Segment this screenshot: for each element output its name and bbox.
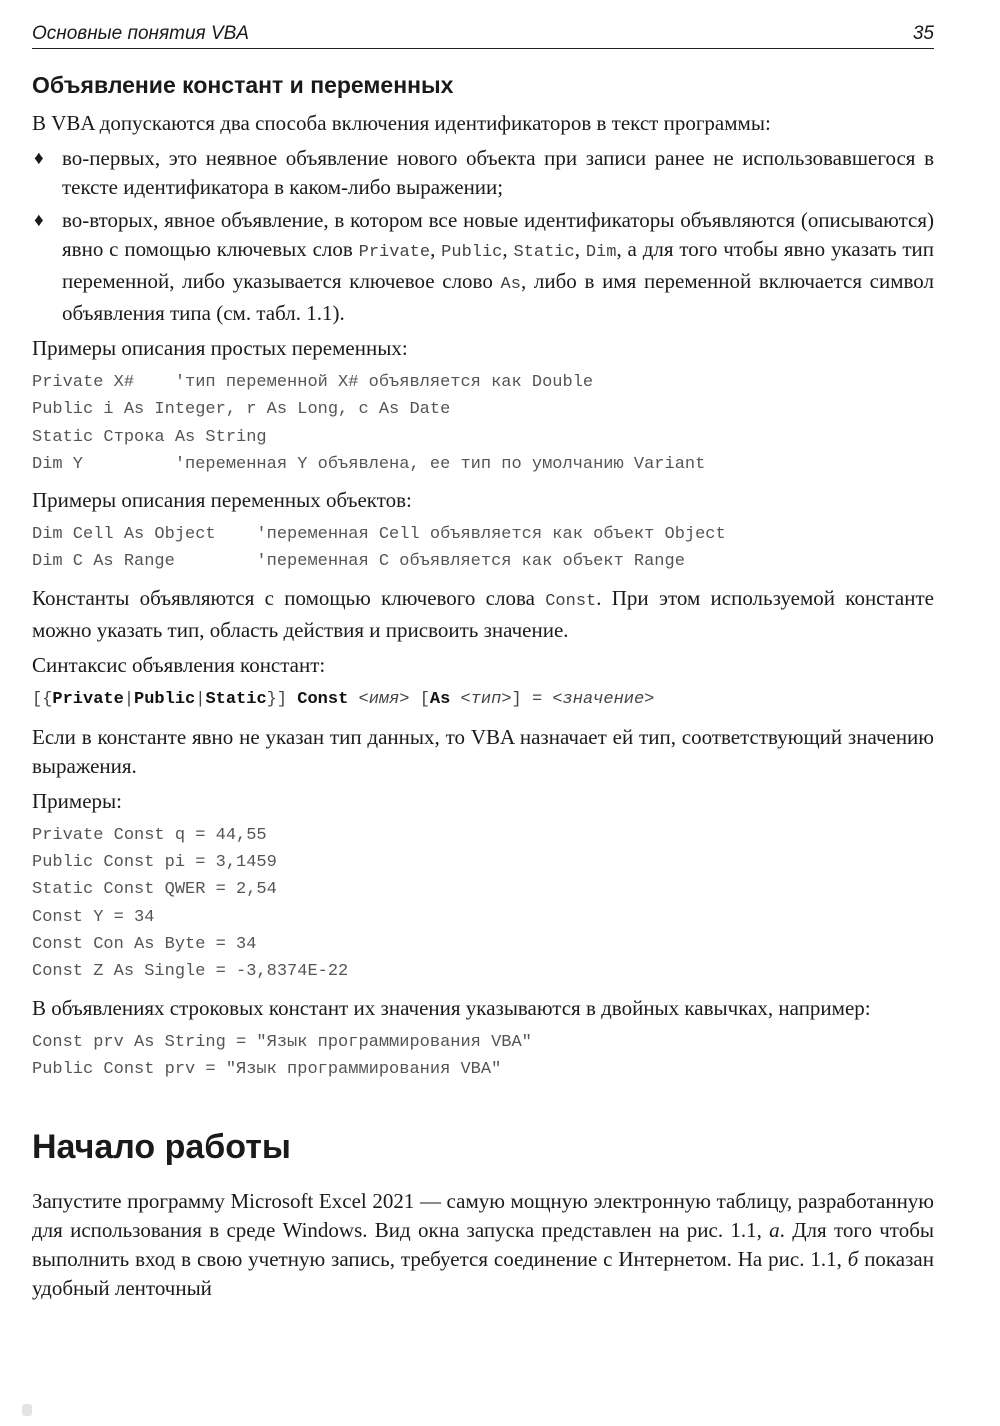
paragraph-text: . Для того чтобы выполнить вход в свою учетную запись, требуется соединение с Интернетом. На рис. 1.1, <box>32 1218 934 1272</box>
bullet-text: , а для того чтобы явно указать тип переменной, либо указывается ключевое слово <box>62 237 935 293</box>
paragraph-text: показан удобный ленточный <box>32 1247 934 1301</box>
code-line: Const Con As Byte = 34 <box>32 934 257 954</box>
const-paragraph <box>32 584 934 645</box>
bullet-text: , либо в имя переменной включается символ объявления типа (см. табл. 1.1). <box>62 269 934 325</box>
syntax-type-placeholder: <тип> <box>460 689 512 709</box>
syntax-punct: | <box>123 689 135 709</box>
code-line: Static Const QWER = 2,54 <box>32 880 277 900</box>
separator: , <box>502 237 514 261</box>
figure-ref-b: б <box>847 1247 859 1272</box>
bullet-text: во-вторых, явное объявление, в котором все новые идентификаторы объявляются (описываются) явно с помощью ключевых слов <box>62 208 934 261</box>
syntax-name-placeholder: <имя> <box>358 689 410 709</box>
keyword-dim: Dim <box>585 243 617 262</box>
diamond-bullet-icon: ♦ <box>34 210 44 231</box>
running-title: Основные понятия VBA <box>32 23 249 44</box>
keyword-private: Private <box>358 243 431 262</box>
syntax-punct: }] <box>266 689 298 709</box>
const-syntax-line <box>32 686 934 713</box>
syntax-keyword-private: Private <box>52 689 124 709</box>
code-line: Dim Cell As Object 'переменная Cell объявляется как объект Object <box>32 525 726 545</box>
code-line: Static Строка As String <box>32 427 267 447</box>
code-block-object-vars <box>32 521 934 576</box>
paragraph-text: Константы объявляются с помощью ключевого слова <box>32 585 546 610</box>
declaration-methods-list <box>32 144 934 328</box>
code-line: Const Y = 34 <box>32 907 155 927</box>
scan-speck <box>22 1404 32 1416</box>
code-line: Public Const prv = "Язык программирования VBA" <box>32 1059 502 1079</box>
keyword-as: As <box>500 275 521 294</box>
syntax-keyword-as: As <box>429 689 451 709</box>
section-heading-constants: Объявление констант и переменных <box>32 72 454 98</box>
syntax-punct: [{ <box>32 689 53 709</box>
diamond-bullet-icon: ♦ <box>34 148 44 169</box>
code-line: Dim C As Range 'переменная C объявляется как объект Range <box>32 552 685 572</box>
code-block-string-consts <box>32 1029 934 1084</box>
paragraph-text: Запустите программу Microsoft Excel 2021 — самую мощную электронную таблицу, разработанную для использования в среде Windows. Вид окна запуска представлен на рис. 1.1, <box>32 1189 934 1243</box>
syntax-punct: [ <box>409 689 430 709</box>
section-heading-getting-started: Начало работы <box>32 1128 291 1167</box>
separator: , <box>430 237 442 261</box>
list-item <box>32 206 934 328</box>
intro-paragraph: В VBA допускаются два способа включения идентификаторов в текст программы: <box>32 111 771 135</box>
code-block-simple-vars <box>32 369 934 478</box>
code-line: Public i As Integer, r As Long, c As Date <box>32 400 451 420</box>
syntax-keyword-static: Static <box>205 689 267 709</box>
list-item <box>32 144 934 202</box>
bullet-text: во-первых, это неявное объявление нового объекта при записи ранее не использовавшегося в тексте идентификатора в каком-либо выражении; <box>62 146 934 199</box>
syntax-label: Синтаксис объявления констант: <box>32 652 326 677</box>
code-block-const-examples <box>32 822 934 986</box>
paragraph-text: . При этом используемой константе можно указать тип, область действия и присвоить значение. <box>32 585 934 642</box>
keyword-public: Public <box>441 243 503 262</box>
syntax-punct: | <box>195 689 206 709</box>
simple-vars-label: Примеры описания простых переменных: <box>32 336 408 360</box>
keyword-const: Const <box>545 591 597 611</box>
page-number: 35 <box>912 23 934 44</box>
page-header <box>32 22 934 49</box>
book-page <box>32 22 934 1309</box>
keyword-static: Static <box>513 243 575 262</box>
examples-label: Примеры: <box>32 788 122 813</box>
separator: , <box>574 237 586 261</box>
code-line: Private Const q = 44,55 <box>32 825 267 845</box>
object-vars-label: Примеры описания переменных объектов: <box>32 488 412 513</box>
getting-started-paragraph <box>32 1187 934 1303</box>
string-const-paragraph: В объявлениях строковых констант их значения указываются в двойных кавычках, например: <box>32 995 871 1020</box>
no-type-paragraph: Если в константе явно не указан тип данных, то VBA назначает ей тип, соответствующий значению выражения. <box>32 724 934 778</box>
syntax-space <box>450 690 460 709</box>
code-line: Const Z As Single = -3,8374E-22 <box>32 962 349 982</box>
code-line: Private X# 'тип переменной X# объявляется как Double <box>32 373 594 392</box>
code-line: Public Const pi = 3,1459 <box>32 853 277 873</box>
figure-ref-a: а <box>769 1218 780 1243</box>
code-line: Const prv As String = "Язык программирования VBA" <box>32 1032 532 1052</box>
syntax-punct: ] = <box>511 689 553 709</box>
syntax-value-placeholder: <значение> <box>552 689 655 709</box>
code-line: Dim Y 'переменная Y объявлена, ее тип по умолчанию Variant <box>32 454 706 474</box>
syntax-keyword-const: Const <box>297 689 349 709</box>
syntax-space <box>348 690 358 709</box>
syntax-keyword-public: Public <box>134 689 196 709</box>
